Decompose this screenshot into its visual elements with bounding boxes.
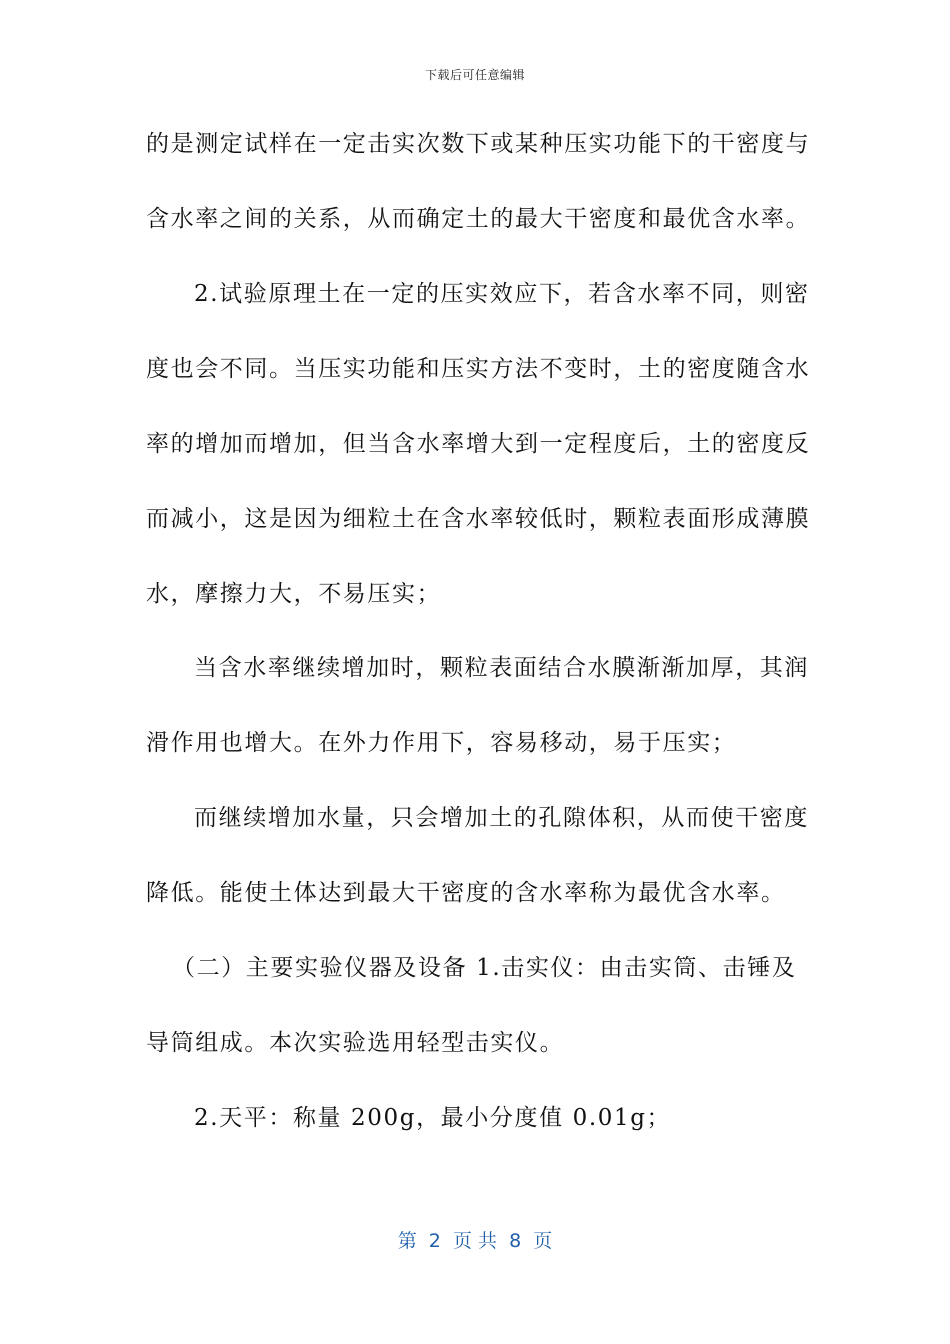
text-line: 而减小，这是因为细粒土在含水率较低时，颗粒表面形成薄膜 <box>146 506 811 532</box>
text-line: 率的增加而增加，但当含水率增大到一定程度后，土的密度反 <box>146 431 811 457</box>
text-line: 而继续增加水量，只会增加土的孔隙体积，从而使干密度 <box>194 805 809 831</box>
text-line: 降低。能使土体达到最大干密度的含水率称为最优含水率。 <box>146 880 786 906</box>
text-line: 滑作用也增大。在外力作用下，容易移动，易于压实； <box>146 730 737 756</box>
text-line: 2.试验原理土在一定的压实效应下，若含水率不同，则密 <box>194 281 810 307</box>
text-line: 导筒组成。本次实验选用轻型击实仪。 <box>146 1030 565 1056</box>
text-line: 水，摩擦力大，不易压实； <box>146 581 442 607</box>
page-header: 下载后可任意编辑 <box>424 68 525 82</box>
text-line: 的是测定试样在一定击实次数下或某种压实功能下的干密度与 <box>146 131 811 157</box>
page-number-footer: 第 2 页 共 8 页 <box>397 1230 553 1252</box>
text-line: 度也会不同。当压实功能和压实方法不变时，土的密度随含水 <box>146 356 811 382</box>
text-line: 当含水率继续增加时，颗粒表面结合水膜渐渐加厚，其润 <box>194 655 809 681</box>
text-line: 2.天平：称量 200g，最小分度值 0.01g； <box>194 1105 672 1131</box>
text-line: （二）主要实验仪器及设备 1.击实仪：由击实筒、击锤及 <box>172 955 797 981</box>
text-line: 含水率之间的关系，从而确定土的最大干密度和最优含水率。 <box>146 206 811 232</box>
